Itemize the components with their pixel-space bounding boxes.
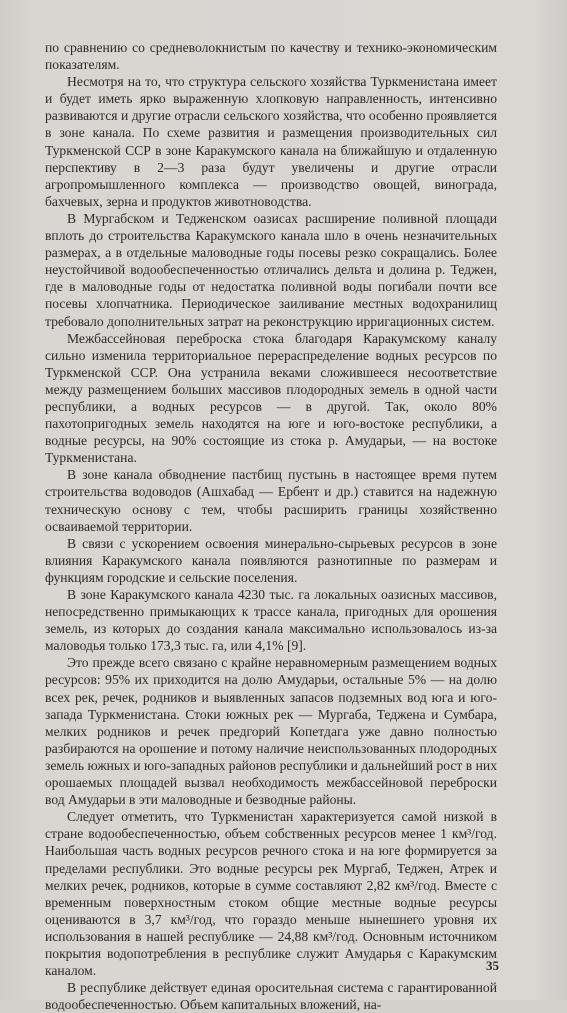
- paragraph: Следует отметить, что Туркменистан характеризуется самой низкой в стране водообеспеченностью, объем собственных ресурсов менее 1 км³/год. Наибольшая часть водных ресурсов речного стока и на юге формируется за пределами республики. Это водные ресурсы рек Мургаб, Теджен, Атрек и мелких речек, родников, которые в сумме составляют 2,82 км³/год. Вместе с временным поверхностным стоком общие местные водные ресурсы оцениваются в 3,7 км³/год, что гораздо меньше нынешнего уровня их использования в нашей республике — 24,88 км³/год. Основным источником покрытия водопотребления в республике служит Амударья с Каракумским каналом.: [45, 809, 497, 979]
- paragraph: В республике действует единая оросительная система с гарантированной водообеспеченностью. Объем капитальных вложений, на-: [45, 980, 497, 1013]
- paragraph: Это прежде всего связано с крайне неравномерным размещением водных ресурсов: 95% их приходится на долю Амударьи, остальные 5% — на долю всех рек, речек, родников и выявленных запасов подземных вод юга и юго-запада Туркменистана. Стоки южных рек — Мургаба, Теджена и Сумбара, мелких родников и речек предгорий Копетдага уже давно полностью разбираются на орошение и потому наличие неиспользованных плодородных земель южных и юго-западных районов республики и дальнейший рост в них орошаемых площадей вызвал необходимость межбассейновой переброски вод Амударьи в эти маловодные и безводные районы.: [45, 655, 497, 808]
- paragraph: В зоне Каракумского канала 4230 тыс. га локальных оазисных массивов, непосредственно примыкающих к трассе канала, пригодных для орошения земель, из которых до создания канала максимально использовалось из-за маловодья только 173,3 тыс. га, или 4,1% [9].: [45, 587, 497, 654]
- paragraph: В зоне канала обводнение пастбищ пустынь в настоящее время путем строительства водоводов (Ашхабад — Ербент и др.) ставится на надежную техническую основу с тем, чтобы расширить границы хозяйственно осваиваемой территории.: [45, 467, 497, 534]
- paragraph: В Мургабском и Тедженском оазисах расширение поливной площади вплоть до строительства Каракумского канала шло в очень незначительных размерах, а в отдельные маловодные годы посевы резко сокращались. Более неустойчивой водообеспеченностью отличались дельта и долина р. Теджен, где в маловодные годы от недостатка поливной воды погибали почти все посевы хлопчатника. Периодическое заиливание местных водохранилищ требовало дополнительных затрат на реконструкцию ирригационных систем.: [45, 210, 497, 329]
- paragraph: Межбассейновая переброска стока благодаря Каракумскому каналу сильно изменила территориальное перераспределение водных ресурсов по Туркменской ССР. Она устранила веками сложившееся несоответствие между размещением больших массивов плодородных земель в одной части республики, а водных ресурсов — в другой. Так, около 80% пахотопригодных земель находятся на юге и юго-востоке республики, а водные ресурсы, на 90% состоящие из стока р. Амударьи, — на востоке Туркменистана.: [45, 330, 497, 466]
- paragraph: Несмотря на то, что структура сельского хозяйства Туркменистана имеет и будет иметь ярко выраженную хлопковую направленность, интенсивно развиваются и другие отрасли сельского хозяйства, что особенно проявляется в зоне канала. По схеме развития и размещения производительных сил Туркменской ССР в зоне Каракумского канала на ближайшую и отдаленную перспективу в 2—3 раза будут увеличены и другие отрасли агропромышленного комплекса — производство овощей, винограда, бахчевых, зерна и продуктов животноводства.: [45, 74, 497, 209]
- page-number: 35: [486, 958, 499, 973]
- paragraph: В связи с ускорением освоения минерально-сырьевых ресурсов в зоне влияния Каракумского канала появляются разнотипные по размерам и функциям городские и сельские поселения.: [45, 535, 497, 585]
- paragraph: по сравнению со средневолокнистым по качеству и технико-экономическим показателям.: [45, 40, 497, 73]
- body-text: [45, 39, 497, 1013]
